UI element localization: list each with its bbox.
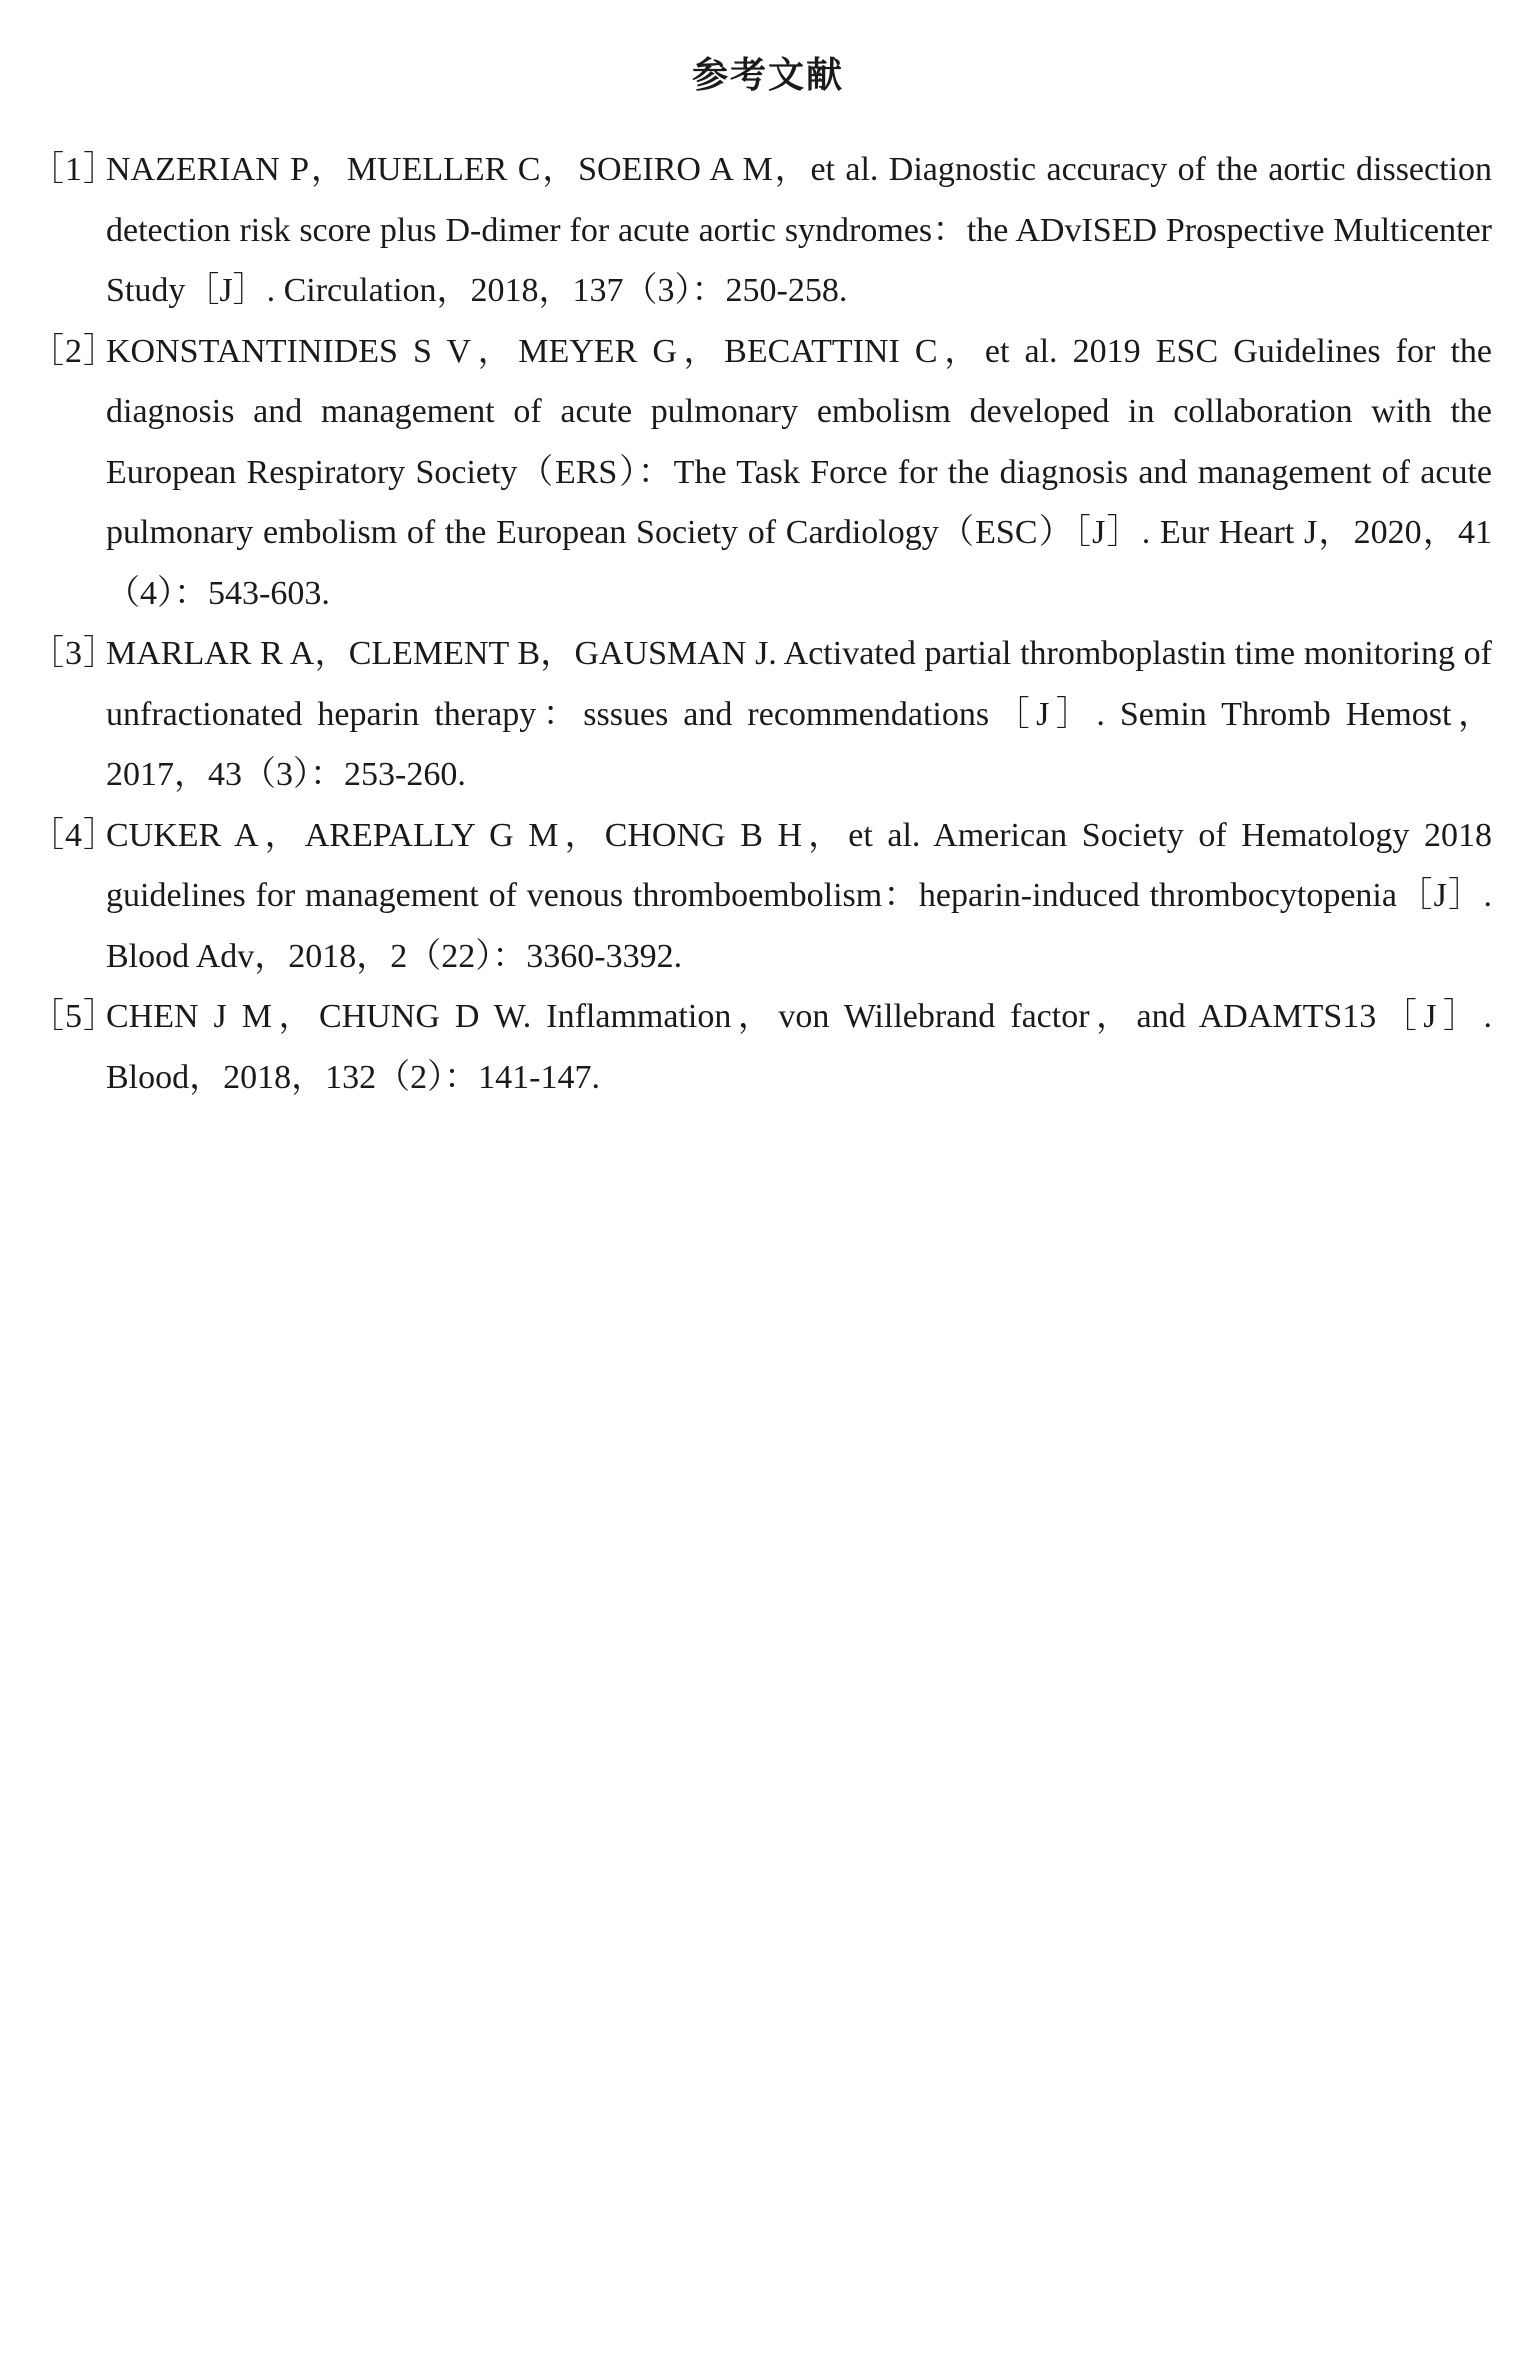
reference-text: KONSTANTINIDES S V，MEYER G，BECATTINI C，et al. 2019 ESC Guidelines for the diagnosis and management of acute pulmonary embolism developed in collaboration with the European Respiratory Society（ERS）：The Task Force for the diagnosis and management of acute pulmonary embolism of the European Society of Cardiology（ESC）［J］. Eur Heart J，2020，41（4）：543-603. [106, 332, 1492, 612]
reference-item-1 [30, 140, 1492, 322]
reference-number: ［1］ [30, 151, 118, 188]
reference-text: NAZERIAN P，MUELLER C，SOEIRO A M，et al. Diagnostic accuracy of the aortic dissection detection risk score plus D-dimer for acute aortic syndromes：the ADvISED Prospective Multicenter Study［J］. Circulation，2018，137（3）：250-258. [106, 151, 1492, 309]
reference-item-5 [30, 987, 1492, 1108]
reference-item-3 [30, 624, 1492, 806]
reference-number: ［4］ [30, 816, 118, 854]
reference-item-4 [30, 806, 1492, 988]
reference-number: ［5］ [30, 998, 118, 1035]
reference-text: MARLAR R A，CLEMENT B，GAUSMAN J. Activated partial thromboplastin time monitoring of unfractionated heparin therapy：sssues and recommendations［J］. Semin Thromb Hemost，2017，43（3）：253-260. [106, 635, 1492, 793]
reference-text: CUKER A，AREPALLY G M，CHONG B H，et al. American Society of Hematology 2018 guidelines for management of venous thromboembolism：heparin-induced thrombocytopenia［J］. Blood Adv，2018，2（22）：3360-3392. [106, 816, 1492, 975]
reference-item-2 [30, 322, 1492, 625]
reference-text: CHEN J M，CHUNG D W. Inflammation，von Willebrand factor，and ADAMTS13［J］. Blood，2018，132（2）：141-147. [106, 998, 1492, 1096]
reference-number: ［3］ [30, 635, 118, 672]
page-title: 参考文献 [691, 55, 844, 96]
reference-list [30, 140, 1492, 1108]
reference-number: ［2］ [30, 332, 118, 370]
